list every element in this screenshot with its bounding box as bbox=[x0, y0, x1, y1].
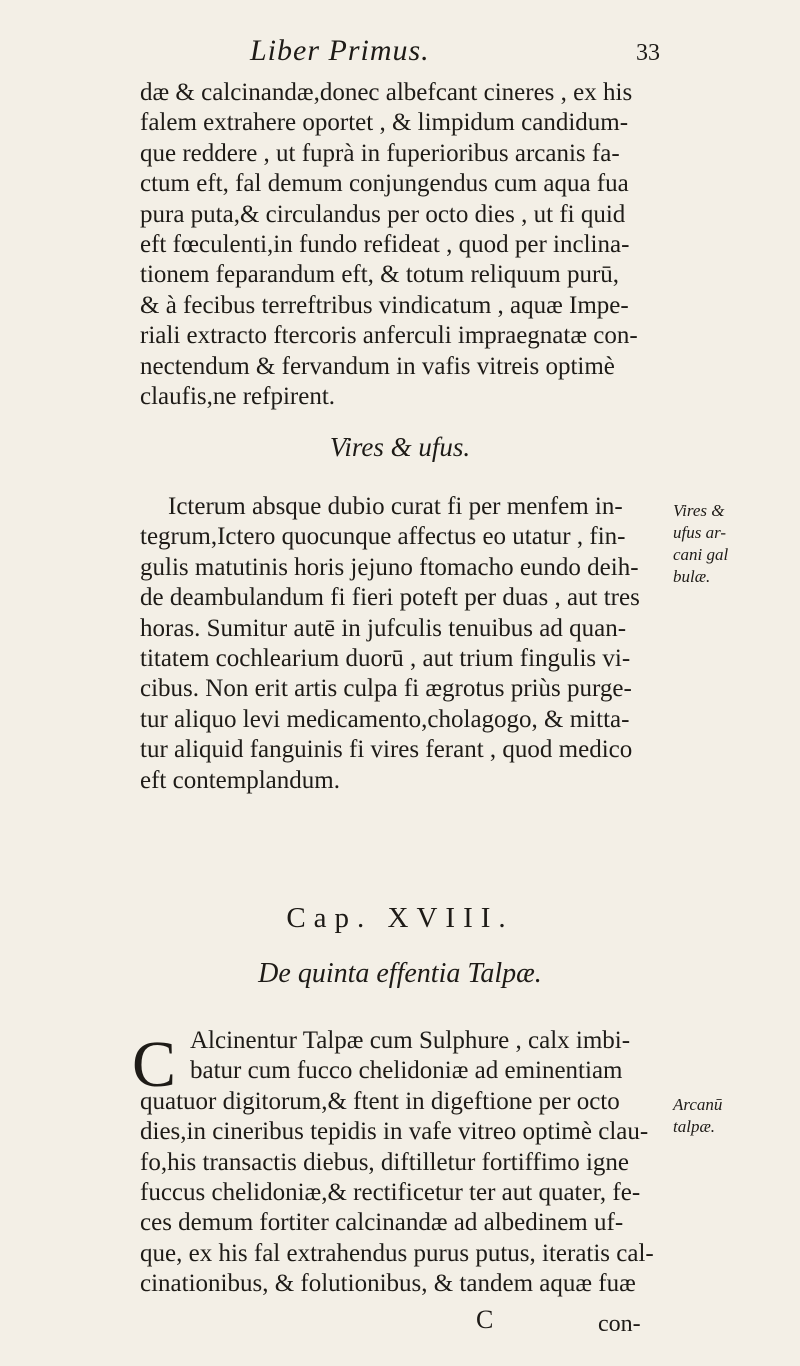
chapter-heading: Cap. XVIII. bbox=[286, 902, 514, 934]
signature-mark: C bbox=[476, 1305, 494, 1334]
section-heading: Vires & ufus. bbox=[329, 432, 471, 462]
text-line: Icterum absque dubio curat fi per menfem in- bbox=[168, 493, 623, 520]
text-line: quatuor digitorum,& ftent in digeftione per octo bbox=[140, 1087, 620, 1115]
text-line: dies,in cineribus tepidis in vafe vitreo optimè clau- bbox=[140, 1118, 649, 1146]
marginal-line: cani gal bbox=[673, 545, 729, 564]
text-line: dæ & calcinandæ,donec albefcant cineres , ex his bbox=[140, 79, 633, 106]
page-header bbox=[0, 34, 800, 74]
marginal-line: bulæ. bbox=[673, 567, 711, 586]
text-line: tur aliquo levi medicamento,cholagogo, & mitta- bbox=[140, 705, 630, 733]
marginal-note-vires bbox=[673, 500, 793, 588]
text-line: de deambulandum fi fieri poteft per duas , aut tres bbox=[140, 584, 640, 612]
text-line: nectendum & fervandum in vafis vitreis optimè bbox=[140, 352, 615, 380]
text-line: tegrum,Ictero quocunque affectus eo utatur , fin- bbox=[140, 523, 626, 551]
text-line: eft contemplandum. bbox=[140, 766, 340, 794]
text-line: que reddere , ut fuprà in fuperioribus arcanis fa- bbox=[140, 139, 620, 167]
running-title: Liber Primus. bbox=[250, 34, 430, 67]
catchword: con- bbox=[598, 1311, 641, 1337]
text-line: cinationibus, & folutionibus, & tandem aquæ fuæ bbox=[140, 1270, 636, 1298]
paragraph-3 bbox=[140, 1026, 660, 1300]
text-line: pura puta,& circulandus per octo dies , ut fi quid bbox=[140, 200, 626, 228]
marginal-line: Vires & bbox=[673, 501, 725, 520]
text-line: ctum eft, fal demum conjungendus cum aqua fua bbox=[140, 170, 629, 198]
text-line: tionem feparandum eft, & totum reliquum purū, bbox=[140, 261, 620, 289]
text-line: gulis matutinis horis jejuno ftomacho eundo deih- bbox=[140, 553, 639, 581]
text-line: eft fœculenti,in fundo refideat , quod per inclina- bbox=[140, 231, 630, 259]
text-line: & à fecibus terreftribus vindicatum , aquæ Impe- bbox=[140, 291, 629, 319]
page-number: 33 bbox=[636, 40, 660, 66]
paragraph-2 bbox=[140, 492, 660, 796]
text-line: titatem cochlearium duorū , aut trium fingulis vi- bbox=[140, 645, 631, 673]
text-line: cibus. Non erit artis culpa fi ægrotus priùs purge- bbox=[140, 675, 632, 703]
drop-cap: C bbox=[132, 1028, 177, 1101]
text-line: tur aliquid fanguinis fi vires ferant , quod medico bbox=[140, 736, 633, 764]
text-line: riali extracto ftercoris anferculi impraegnatæ con- bbox=[140, 322, 638, 350]
paragraph-1 bbox=[140, 78, 660, 412]
text-line: ces demum fortiter calcinandæ ad albedinem uf- bbox=[140, 1209, 624, 1237]
text-line: Alcinentur Talpæ cum Sulphure , calx imbi- bbox=[190, 1027, 631, 1054]
chapter-subtitle: De quinta effentia Talpæ. bbox=[258, 958, 542, 989]
text-line: falem extrahere oportet , & limpidum candidum- bbox=[140, 109, 629, 137]
marginal-line: Arcanū bbox=[673, 1095, 723, 1114]
marginal-line: talpæ. bbox=[673, 1117, 716, 1136]
marginal-note-arcanum bbox=[673, 1094, 793, 1138]
text-line: horas. Sumitur autē in jufculis tenuibus ad quan- bbox=[140, 614, 627, 642]
text-line: que, ex his fal extrahendus purus putus, iteratis cal- bbox=[140, 1239, 654, 1267]
text-line: batur cum fucco chelidoniæ ad eminentiam bbox=[190, 1057, 623, 1085]
text-line: fo,his transactis diebus, diftilletur fortiffimo igne bbox=[140, 1148, 630, 1176]
marginal-line: ufus ar- bbox=[673, 523, 727, 542]
text-line: claufis,ne refpirent. bbox=[140, 383, 336, 411]
text-line: fuccus chelidoniæ,& rectificetur ter aut quater, fe- bbox=[140, 1179, 641, 1207]
